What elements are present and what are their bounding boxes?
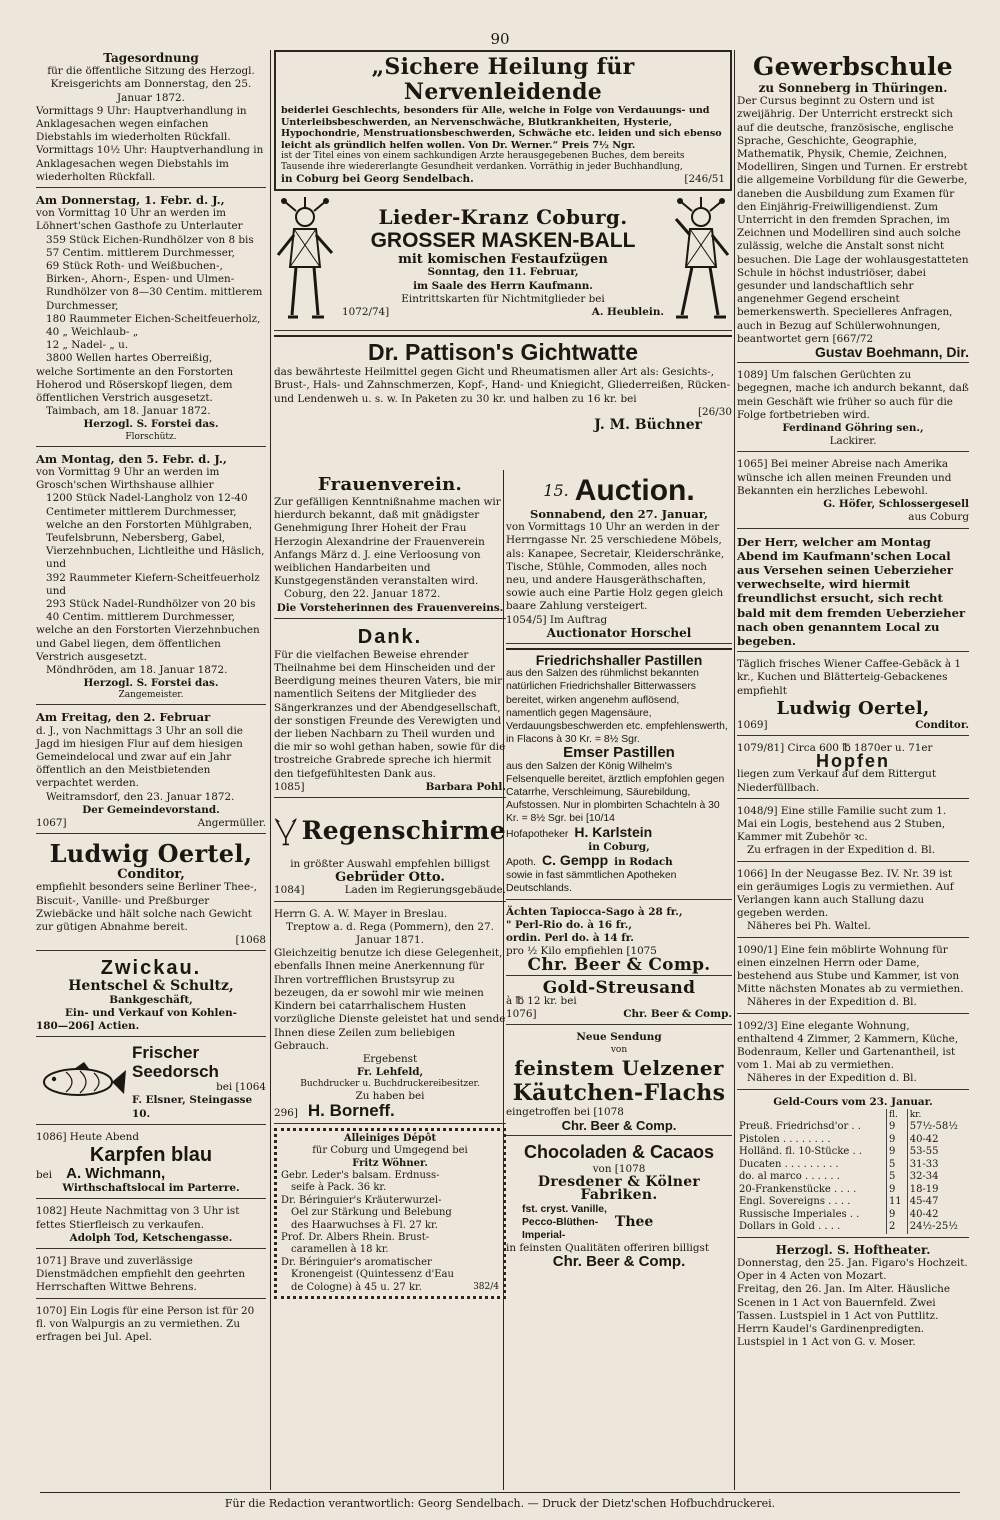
wood-auction-place: Taimbach, am 18. Januar 1872. — [46, 405, 211, 418]
goehring-text: 1089] Um falschen Gerüchten zu begegnen, mache ich andurch bekannt, daß mein Geschäft wie früher so auch für die Folge fortbetrieben wird. — [737, 369, 969, 421]
wood-auction-text: von Vormittag 9 Uhr an werden im Grosch'schen Wirthshause allhier — [36, 465, 220, 492]
ems-name2: C. Gempp — [542, 852, 609, 869]
exchange-rates — [737, 1094, 969, 1238]
fish-line1: Frischer — [132, 1043, 200, 1063]
depot-line: Gebr. Leder's balsam. Erdnuss- — [281, 1169, 440, 1181]
rate-kr: 40-42 — [909, 1208, 939, 1220]
flax-title2: Käutchen-Flachs — [512, 1079, 726, 1106]
pattison-name: J. M. Büchner — [594, 417, 702, 434]
wood-auction-place: Möndhröden, am 18. Januar 1872. — [46, 663, 228, 676]
depot-ad — [274, 1128, 506, 1299]
choc-item: fst. cryst. Vanille, — [522, 1203, 607, 1215]
meat-ad — [36, 1203, 266, 1249]
agenda-text: für die öffentliche Sitzung des Herzogl. Kreisgerichts am Donnerstag, den 25. Januar 1872. — [47, 65, 255, 104]
column-3 — [506, 472, 732, 1276]
liederkranz-name: A. Heublein. — [591, 306, 664, 318]
wiener-name: Ludwig Oertel, — [776, 697, 930, 719]
flax-in: eingetroffen bei [1078 — [506, 1105, 624, 1118]
goehring-sign2: Lackirer. — [829, 435, 877, 448]
depot-line: caramellen à 18 kr. — [291, 1244, 389, 1256]
rate-row — [737, 1209, 969, 1222]
oertel-ad — [36, 838, 266, 951]
choc-firm: Dresdener & Kölner Fabriken. — [537, 1174, 701, 1204]
trade-school-ad — [737, 50, 969, 363]
rate-fl: 5 — [886, 1159, 907, 1172]
zwickau-title: Zwickau. — [100, 957, 202, 980]
rate-kr: 18-19 — [909, 1183, 939, 1195]
furnished-tail: Näheres in der Expedition d. Bl. — [747, 996, 917, 1009]
liederkranz-ad — [274, 195, 732, 331]
auction-sign: Auctionator Horschel — [546, 625, 692, 640]
tapioca-line: ordin. Perl do. à 14 fr. — [506, 932, 634, 945]
pattison-text: das bewährteste Heilmittel gegen Gicht und Rheumatismen aller Art als: Gesichts-, Brust-, Hals- und Zahnschmerzen, Kopf-, Hand- und Kniegicht, Gliederreißen, Rücken- und Lendenweh u. s. w. In Paketen zu 30 kr. und halben zu 16 kr. bei — [274, 366, 731, 405]
column-rule — [734, 50, 735, 1490]
hunting-place: Weitramsdorf, den 23. Januar 1872. — [46, 790, 235, 803]
masked-ball-title: GROSSER MASKEN-BALL — [370, 229, 636, 253]
gold-name: Chr. Beer & Comp. — [623, 1008, 732, 1021]
rate-row — [737, 1171, 969, 1184]
hunting-sign: Der Gemeindevorstand. — [82, 803, 220, 816]
column-4 — [737, 50, 969, 1356]
depot-line: Dr. Béringuier's Kräuterwurzel- — [281, 1194, 442, 1206]
theater-title: Herzogl. S. Hoftheater. — [775, 1242, 931, 1257]
ad-number: [1068 — [235, 934, 266, 947]
ems-text: aus den Salzen der König Wilhelm's Felsenquelle bereitet, ärztlich empfohlen gegen Catarrhe, Verschleimung, Säurebildung, Aufstossen. Nur in plombirten Schachteln à 30 Kr. = 8½ Sgr. bei [10/14 — [506, 760, 725, 825]
wood-lot: 69 Stück Roth- und Weißbuchen-, Birken-, Ahorn-, Espen- und Ulmen-Rundhölzer von 8—30 Centim. mittlerem Durchmesser, — [46, 260, 263, 312]
lodging-text: 1070] Ein Logis für eine Person ist für 20 fl. von Walpurgis an zu vermiethen. Zu erfragen bei Jul. Apel. — [36, 1304, 255, 1344]
wood-auction-head: Am Donnerstag, 1. Febr. d. J., — [36, 193, 225, 208]
brief-sign2: Buchdrucker u. Buchdruckereibesitzer. — [300, 1079, 480, 1090]
rate-fl: 11 — [886, 1196, 907, 1209]
brief-ergebenst: Ergebenst — [362, 1052, 418, 1065]
hunting-head: Am Freitag, den 2. Februar — [36, 710, 211, 725]
elegant-text: 1092/3] Eine elegante Wohnung, enthaltend 4 Zimmer, 2 Kammern, Küche, Bodenraum, Keller und Gartenantheil, ist vom 1. Mai ab zu vermiethen. — [737, 1019, 959, 1072]
depot-line: seife à Pack. 36 kr. — [291, 1182, 387, 1194]
depot-line: de Cologne) à 45 u. 27 kr. — [291, 1281, 422, 1293]
beer-title: Chr. Beer & Comp. — [527, 954, 711, 975]
neugasse-text: 1066] In der Neugasse Bez. IV. Nr. 39 ist ein geräumiges Logis zu vermiethen. Auf Verlangen kann auch Stallung dazu gegeben werden. — [737, 867, 954, 920]
auction-ad — [506, 472, 732, 644]
tapioca-line: Ächten Tapiocca-Sago à 28 fr., — [506, 905, 683, 918]
zwickau-firm: Hentschel & Schultz, — [68, 978, 234, 995]
carp-title: Karpfen blau — [89, 1144, 213, 1167]
fh-text: aus den Salzen des rühmlichst bekannten natürlichen Friedrichshaller Bitterwassers bereitet, wirken angenehm auflösend, namentlich gegen Magensäure, Verdauungsbeschwerden etc. empfehlenswerth, in Flacons à 30 Kr. = 8½ Sgr. — [506, 668, 728, 746]
rates-corner — [737, 1109, 886, 1122]
agenda-notice — [36, 50, 266, 188]
ad-number: 1084] — [274, 884, 305, 897]
maid-ad — [36, 1253, 266, 1299]
umbrella-icon — [274, 804, 298, 858]
hunting-lease — [36, 709, 266, 834]
gold-sand-ad — [506, 977, 732, 1026]
liederkranz-sub: mit komischen Festaufzügen — [398, 252, 608, 268]
column-1 — [36, 50, 266, 1351]
furnished-ad — [737, 942, 969, 1014]
wiener-sub: Conditor. — [915, 718, 969, 731]
meat-text: 1082] Heute Nachmittag von 3 Uhr ist fettes Stierfleisch zu verkaufen. — [36, 1205, 240, 1231]
rate-kr: 40-42 — [909, 1133, 939, 1145]
page-number: 90 — [490, 30, 510, 48]
overcoat-ad — [737, 533, 969, 653]
depot-line: Kronengeist (Quintessenz d'Eau — [291, 1269, 454, 1281]
ad-number: [26/30 — [698, 405, 732, 418]
theater-item: Donnerstag, den 25. Jan. Figaro's Hochzeit. Oper in 4 Acten von Mozart. — [737, 1257, 968, 1283]
ad-number: 1067] — [36, 816, 67, 829]
zwickau-text2: 180—206] Actien. — [36, 1020, 140, 1032]
fish-ad — [36, 1041, 266, 1125]
rate-name: Pistolen . . . . . . . . — [737, 1134, 886, 1147]
tapioca-line: " Perl-Rio do. à 16 fr., — [506, 918, 632, 931]
hops-ad — [737, 740, 969, 799]
brief-sign: Fr. Lehfeld, — [356, 1066, 424, 1079]
maid-text: 1071] Brave und zuverlässige Dienstmädchen empfiehlt den geehrten Herrschaften Wittwe Behrens. — [36, 1255, 246, 1294]
depot-title: Alleiniges Dépôt — [343, 1132, 437, 1144]
wood-lot: 392 Raummeter Kiefern-Scheitfeuerholz und — [46, 571, 260, 597]
ems-city: in Coburg, — [588, 840, 650, 853]
choc-item: Pecco-Blüthen- — [522, 1216, 599, 1228]
liederkranz-entry: Eintrittskarten für Nichtmitglieder bei — [401, 292, 605, 305]
rate-name: Preuß. Friedrichsd'or . . — [737, 1121, 886, 1134]
pattison-title: Dr. Pattison's Gichtwatte — [367, 339, 639, 366]
flax-ad — [506, 1029, 732, 1136]
flax-von: von — [610, 1044, 628, 1055]
ad-number: 1072/74] — [342, 306, 390, 318]
elegant-tail: Näheres in der Expedition d. Bl. — [747, 1072, 917, 1085]
rate-row — [737, 1184, 969, 1197]
brief-text: Gleichzeitig benutze ich diese Gelegenheit, ebenfalls Ihnen meine Anerkennung für Ihren vortrefflichen Brustsyrup zu bezeugen, da er sowohl mir wie meinen Kindern bei catarrhalischem Husten vorzügliche Dienste geleistet hat und sende Ihnen diese Zeilen zum beliebigen Gebrauch. — [274, 947, 506, 1052]
ems-tail: sowie in fast sämmtlichen Apotheken Deutschlands. — [506, 870, 677, 895]
hops-head: 1079/81] Circa 600 ℔ 1870er u. 71er — [737, 741, 933, 754]
liederkranz-title: Lieder-Kranz Coburg. — [378, 205, 628, 230]
rate-fl: 9 — [886, 1146, 907, 1159]
rates-table — [737, 1109, 969, 1234]
wood-lot: 359 Stück Eichen-Rundhölzer von 8 bis 57 Centim. mittlerem Durchmesser, — [46, 233, 254, 259]
family-tail: Zu erfragen in der Expedition d. Bl. — [747, 844, 936, 857]
nerve-cure-title: „Sichere Heilung für Nervenleidende — [371, 54, 635, 105]
wood-auction-sign: Herzogl. S. Forstei das. — [83, 677, 219, 690]
agenda-item: Vormittags 10½ Uhr: Hauptverhandlung in Anklagesachen wegen Diebstahls im wiederholten Rückfall. — [36, 144, 264, 183]
wood-lot: welche an den Forstorten Mühlgraben, Teufelsbrunn, Nebersberg, Gabel, Vierzehnbuchen, Lichtleithe und Häslich, und — [46, 518, 265, 571]
ems-title: Emser Pastillen — [563, 744, 675, 762]
carp-name: A. Wichmann, — [66, 1165, 166, 1183]
column-2 — [274, 472, 506, 1299]
carp-head: 1086] Heute Abend — [36, 1130, 139, 1143]
frauenverein-ad — [274, 472, 506, 619]
zwickau-text: Ein- und Verkauf von Kohlen- — [65, 1006, 237, 1019]
ad-number: 1076] — [506, 1008, 537, 1021]
page-footer: Für die Redaction verantwortlich: Georg Sendelbach. — Druck der Dietz'schen Hofbuchdruckerei. — [40, 1492, 960, 1510]
trade-school-place: zu Sonneberg in Thüringen. — [758, 81, 948, 95]
elegant-flat-ad — [737, 1018, 969, 1090]
rate-name: Russische Imperiales . . — [737, 1209, 886, 1222]
frauenverein-sign: Die Vorsteherinnen des Frauenvereins. — [276, 601, 504, 614]
pastilles-ad — [506, 648, 732, 900]
depot-line: Oel zur Stärkung und Belebung — [291, 1207, 452, 1219]
neugasse-tail: Näheres bei Ph. Waltel. — [747, 920, 871, 933]
flax-name: Chr. Beer & Comp. — [561, 1117, 677, 1133]
wood-auction-1 — [36, 192, 266, 447]
ems-name: H. Karlstein — [574, 823, 653, 840]
rate-row — [737, 1196, 969, 1209]
pattison-ad — [274, 335, 732, 435]
wiener-ad — [737, 656, 969, 736]
rate-fl: 9 — [886, 1121, 907, 1134]
rate-row — [737, 1221, 969, 1234]
dank-text: Für die vielfachen Beweise ehrender Theilnahme bei dem Hinscheiden und der Beerdigung meines theuren Vaters, bie mir namentlich Seitens der Mitglieder des Sängerkranzes und der Abendgesellschaft, der sonstigen Freunde des Verewigten und der lieben Nachbarn zu Theil wurden und die mir so wohl gethan haben, sowie für die trostreiche Grabrede spreche ich hiermit den tiefgefühltesten Dank aus. — [274, 648, 506, 780]
wood-auction-sign: Herzogl. S. Forstei das. — [83, 418, 219, 431]
liederkranz-place: im Saale des Herrn Kaufmann. — [413, 279, 593, 292]
ems-apo: Hofapotheker — [506, 828, 569, 840]
wood-lot: 180 Raummeter Eichen-Scheitfeuerholz, — [46, 312, 261, 325]
brief-head: Herrn G. A. W. Mayer in Breslau. — [274, 907, 448, 920]
umbrella-place: Laden im Regierungsgebäude. — [344, 884, 506, 897]
furnished-text: 1090/1] Eine fein möblirte Wohnung für einen einzelnen Herrn oder Dame, bestehend aus Stube und Kammer, ist von Mitte nächsten Monates ab zu vermiethen. — [737, 943, 964, 996]
brief-place: Treptow a. d. Rega (Pommern), den 27. Januar 1871. — [286, 920, 494, 947]
wood-auction-2 — [36, 451, 266, 706]
gold-text: à ℔ 12 kr. bei — [506, 994, 577, 1007]
rate-name: 20-Frankenstücke . . . . — [737, 1184, 886, 1197]
carp-place: Wirthschaftslocal im Parterre. — [62, 1182, 240, 1195]
auction-title: Auction. — [574, 474, 695, 507]
goehring-ad — [737, 367, 969, 452]
rate-kr: 24½-25½ — [909, 1221, 958, 1233]
theater-ad — [737, 1242, 969, 1353]
carp-by: bei — [36, 1169, 53, 1182]
carp-ad — [36, 1129, 266, 1200]
rate-fl: 9 — [886, 1209, 907, 1222]
tapioca-tail: pro ½ Kilo empfiehlen [1075 — [506, 945, 657, 958]
wood-auction-tail: welche Sortimente an den Forstorten Hoherod und Röserskopf liegen, dem öffentlichen Verstrich ausgesetzt. — [36, 365, 234, 405]
nerve-cure-text: beiderlei Geschlechts, besonders für Alle, welche in Folge von Verdauungs- und Unterleibsbeschwerden, an Nervenschwäche, Blutkrankheiten, Hysterie, Hypochondrie, Menstruationsbeschwerden, Schwäche etc. leiden und sich ebenso leicht als gründlich helfen wollen. Von Dr. Werner.“ Preis 7½ Ngr. — [281, 105, 722, 151]
wiener-text: Täglich frisches Wiener Caffee-Gebäck à 1 kr., Kuchen und Blätterteig-Gebackenes empfiehlt — [737, 658, 961, 697]
agenda-item: Vormittags 9 Uhr: Hauptverhandlung in Anklagesachen wegen einfachen Diebstahls im wiederholten Rückfall. — [36, 104, 247, 144]
lodging-ad — [36, 1303, 266, 1348]
rate-name: do. al marco . . . . . . — [737, 1171, 886, 1184]
choc-tail: in feinsten Qualitäten offeriren billigst — [506, 1242, 710, 1255]
choc-name: Chr. Beer & Comp. — [552, 1253, 686, 1271]
rate-name: Engl. Sovereigns . . . . — [737, 1196, 886, 1209]
oertel-text: empfiehlt besonders seine Berliner Thee-, Biscuit-, Vanille- und Preßburger Zwiebäcke und hält solche nach Gewicht zur gütigen Abnahme bereit. — [36, 881, 257, 933]
choc-von: von [1078 — [592, 1162, 646, 1175]
zwickau-sub: Bankgeschäft, — [109, 993, 193, 1006]
rate-fl: 2 — [886, 1221, 907, 1234]
hops-text: liegen zum Verkauf auf dem Rittergut Niederfüllbach. — [737, 768, 937, 794]
column-rule — [270, 50, 271, 1490]
ad-number: 1085] — [274, 780, 305, 793]
rate-kr: 53-55 — [909, 1146, 939, 1158]
gold-title: Gold-Streusand — [542, 977, 696, 998]
ad-number: 296] — [274, 1106, 298, 1119]
oertel-title: Ludwig Oertel, — [49, 839, 253, 869]
nerve-cure-small: ist der Titel eines von einem sachkundigen Arzte herausgegebenen Buches, dem bereits Tausende ihre wiedererlangte Gesundheit verdanken. Vorräthig in jeder Buchhandlung, — [281, 151, 685, 172]
hunting-text: d. J., von Nachmittags 3 Uhr an soll die Jagd im hiesigen Flur auf dem hiesigen Gemeindelocal und zwar auf ein Jahr öffentlich an den Meistbietenden verpachtet werden. — [36, 724, 243, 790]
nerve-cure-ad — [274, 50, 732, 191]
rate-fl: 9 — [886, 1184, 907, 1197]
trade-school-sign: Gustav Boehmann, Dir. — [814, 344, 969, 361]
auction-date: Sonnabend, den 27. Januar, — [530, 507, 708, 521]
zwickau-ad — [36, 955, 266, 1037]
family-text: 1048/9] Eine stille Familie sucht zum 1. Mai ein Logis, bestehend aus 2 Stuben, Kammer mit Zubehör ꝛc. — [737, 804, 947, 844]
flax-head: Neue Sendung — [576, 1031, 662, 1044]
rate-name: Holländ. fl. 10-Stücke . . — [737, 1146, 886, 1159]
rate-name: Ducaten . . . . . . . . . — [737, 1159, 886, 1172]
rate-kr: 57½-58½ — [909, 1121, 958, 1133]
auction-order: 1054/5] Im Auftrag — [506, 613, 608, 626]
theater-item: Freitag, den 26. Jan. Im Alter. Häusliche Scenen in 1 Act von Bauernfeld. Zwei Tassen. Lustspiel in 1 Act von Puttlitz. Herrn Kaudel's Gardinenpredigten. Lustspiel in 1 Act von G. v. Moser. — [737, 1283, 950, 1349]
auction-number: 15. — [543, 481, 569, 501]
hops-title: Hopfen — [816, 751, 890, 772]
wood-lot: 1200 Stück Nadel-Langholz von 12-40 Centimeter mittlerem Durchmesser, — [46, 492, 248, 518]
ad-number: 382/4 — [473, 1281, 499, 1292]
flax-title1: feinstem Uelzener — [514, 1055, 724, 1080]
dank-name: Barbara Pohl. — [425, 780, 506, 793]
neugasse-ad — [737, 866, 969, 938]
wood-auction-sign2: Zangemeister. — [118, 690, 184, 701]
choc-title: Chocoladen & Cacaos — [523, 1141, 715, 1162]
wood-lot: 40 „ Weichlaub- „ — [46, 326, 139, 339]
depot-line: Fritz Wöhner. — [352, 1157, 428, 1169]
hoefer-text: 1065] Bei meiner Abreise nach Amerika wünsche ich allen meinen Freunden und Bekannten ein herzliches Lebewohl. — [737, 458, 952, 497]
chocolate-ad — [506, 1140, 732, 1272]
fh-title: Friedrichshaller Pastillen — [535, 652, 703, 669]
nerve-cure-where: in Coburg bei Georg Sendelbach. — [281, 173, 474, 185]
umbrella-text: in größter Auswahl empfehlen billigst — [290, 858, 490, 871]
overcoat-text: Der Herr, welcher am Montag Abend im Kaufmann'schen Local aus Versehen seinen Ueberzieher verwechselte, wird hiermit freundlichst ersucht, sich recht bald mit dem fremden Ueberzieher nach oben genanntem Local zu begeben. — [737, 534, 966, 648]
wood-auction-tail: welche an den Forstorten Vierzehnbuchen und Gabel liegen, dem öffentlichen Verstrich ausgesetzt. — [36, 624, 260, 663]
umbrella-ad — [274, 802, 506, 902]
brief-name: H. Borneff. — [307, 1100, 395, 1120]
hoefer-sign2: aus Coburg — [908, 511, 969, 524]
family-ad — [737, 803, 969, 862]
wood-auction-head: Am Montag, den 5. Febr. d. J., — [36, 451, 227, 466]
rates-title: Geld-Cours vom 23. Januar. — [773, 1095, 933, 1108]
wood-auction-sign2: Florschütz. — [125, 431, 177, 442]
brief-by: Zu haben bei — [355, 1090, 425, 1103]
column-2-top — [274, 50, 732, 439]
hoefer-ad — [737, 456, 969, 528]
umbrella-title: Regenschirme — [301, 816, 506, 846]
hunting-name: Angermüller. — [197, 816, 266, 829]
rate-row — [737, 1121, 969, 1134]
rate-kr: 31-33 — [909, 1158, 939, 1170]
rates-unit-kr: kr. — [909, 1109, 922, 1120]
agenda-title: Tagesordnung — [103, 51, 199, 65]
dank-title: Dank. — [357, 625, 423, 648]
tapioca-ad — [506, 904, 732, 976]
wood-lot: 3800 Wellen hartes Oberreißig, — [46, 352, 213, 365]
fish-line2: Seedorsch — [132, 1062, 219, 1082]
fish-icon — [36, 1060, 128, 1104]
depot-line: Prof. Dr. Albers Rhein. Brust- — [281, 1231, 430, 1243]
wood-lot: 293 Stück Nadel-Rundhölzer von 20 bis 40 Centim. mittlerem Durchmesser, — [46, 597, 256, 624]
frauenverein-title: Frauenverein. — [317, 474, 463, 495]
auction-text: von Vormittags 10 Uhr an werden in der Herrngasse Nr. 25 verschiedene Möbels, als: Kanapee, Secretair, Kleiderschränke, Tische, Stühle, Commoden, alles noch neu, und andere Hausgeräthschaften, sowie auch eine Partie Holz gegen gleich baare Zahlung versteigert. — [506, 521, 725, 613]
trade-school-title: Gewerbschule — [753, 52, 953, 81]
choc-item: Imperial- — [522, 1229, 566, 1241]
rate-fl: 9 — [886, 1134, 907, 1147]
depot-line: Dr. Béringuier's aromatischer — [281, 1256, 432, 1268]
rate-kr: 45-47 — [909, 1196, 939, 1208]
ems-city2: in Rodach — [614, 856, 673, 869]
rate-fl: 5 — [886, 1171, 907, 1184]
jester-icon — [670, 197, 732, 327]
jester-icon — [274, 197, 336, 327]
goehring-sign: Ferdinand Göhring sen., — [782, 422, 924, 435]
dank-ad — [274, 623, 506, 798]
rate-name: Dollars in Gold . . . . — [737, 1221, 886, 1234]
rate-row — [737, 1159, 969, 1172]
ad-number: [246/51 — [684, 173, 725, 185]
rate-row — [737, 1146, 969, 1159]
choc-thee: Thee — [614, 1213, 654, 1230]
oertel-sub: Conditor, — [117, 867, 185, 883]
depot-line: des Haarwuchses à Fl. 27 kr. — [291, 1219, 438, 1231]
frauenverein-place: Coburg, den 22. Januar 1872. — [284, 588, 441, 601]
meat-sign: Adolph Tod, Ketschengasse. — [69, 1231, 233, 1244]
rate-row — [737, 1134, 969, 1147]
liederkranz-date: Sonntag, den 11. Februar, — [427, 266, 579, 279]
wood-lot: 12 „ Nadel- „ u. — [46, 339, 129, 352]
rates-unit-fl: fl. — [886, 1109, 907, 1122]
depot-line: für Coburg und Umgegend bei — [312, 1145, 468, 1157]
ems-apo2: Apoth. — [506, 857, 537, 869]
fish-line3: bei [1064 — [216, 1081, 266, 1094]
ad-number: 1069] — [737, 718, 768, 731]
fish-line4: F. Elsner, Steingasse 10. — [132, 1094, 253, 1120]
hoefer-sign: G. Höfer, Schlossergesell — [823, 498, 969, 511]
frauenverein-text: Zur gefälligen Kenntnißnahme machen wir hierdurch bekannt, daß mit gnädigster Genehmigung Ihrer Hoheit der Frau Herzogin Alexandrine der Frauenverein Anfangs März d. J. eine Verloosung von weiblichen Handarbeiten und Kunstgegenständen veranstalten wird. — [274, 496, 501, 588]
breast-syrup-ad — [274, 906, 506, 1124]
wood-auction-text: von Vormittag 10 Uhr an werden im Löhnert'schen Gasthofe zu Unterlauter — [36, 207, 243, 233]
rate-kr: 32-34 — [909, 1171, 939, 1183]
umbrella-firm: Gebrüder Otto. — [335, 870, 445, 886]
trade-school-text: Der Cursus beginnt zu Ostern und ist zweijährig. Der Unterricht erstreckt sich auf die deutsche, französische, englische Sprache, Geschichte, Geographie, Mathematik, Physik, Chemie, Zeichnen, Modelliren, Singen und Turnen. Er erstrebt die allgemeine Vorbildung für die Gewerbe, daneben die Ausbildung zum Examen für den Einjährig-Freiwilligendienst. Zum Unterricht in den fremden Sprachen, im Zeichnen und Modelliren sind auch solche zulässig, welche die Anstalt sonst nicht besuchen. Die Lage der wohlausgestatteten Schule in höchst industriöser, dabei gesunder und landschaftlich sehr angenehmer Gegend erscheint bemerkenswerth. Specielleres Anfragen, auch in Bezug auf Schülerwohnungen, beantwortet gern [667/72 — [737, 95, 969, 345]
